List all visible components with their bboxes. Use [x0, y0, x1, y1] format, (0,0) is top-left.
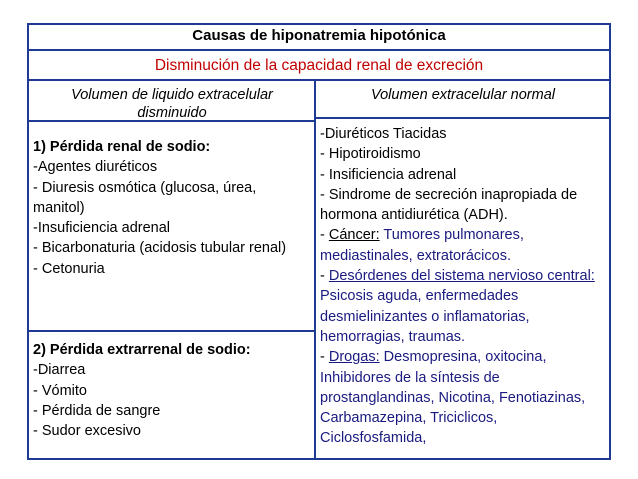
- renal-loss-section: [33, 137, 309, 279]
- list-item: - Sindrome de secreción inapropiada de hormona antidiurética (ADH).: [320, 186, 578, 224]
- cancer-text: Tumores pulmonares, mediastinales, extratorácicos.: [320, 227, 524, 264]
- table-subtitle: Disminución de la capacidad renal de excreción: [154, 57, 484, 74]
- list-item: - Insificiencia adrenal: [320, 166, 457, 183]
- drogas-label: Drogas:: [328, 349, 380, 366]
- normal-volume-section: [320, 124, 606, 449]
- list-item: - Cetonuria: [33, 260, 105, 277]
- drogas-text: Desmopresina, oxitocina, Inhibidores de la síntesis de prostanglandinas, Nicotina, Fenotiazinas, Carbamazepina, Triciclicos, Ciclosfosfamida,: [320, 349, 586, 447]
- list-item: - Vómito: [33, 382, 87, 399]
- snc-text: Psicosis aguda, enfermedades desmielinizantes o inflamatorias, hemorragias, traumas.: [320, 288, 530, 345]
- extrarenal-loss-heading: 2) Pérdida extrarrenal de sodio:: [33, 342, 251, 358]
- list-item: -Agentes diuréticos: [33, 159, 158, 176]
- extrarenal-loss-section: [33, 340, 309, 441]
- list-item: - Hipotiroidismo: [320, 146, 421, 163]
- list-item-cancer: - Cáncer: Tumores pulmonares, mediastinales, extratorácicos.: [320, 227, 524, 264]
- list-item: -Insuficiencia adrenal: [33, 220, 171, 237]
- list-item: - Bicarbonaturia (acidosis tubular renal): [33, 240, 287, 257]
- renal-loss-heading: 1) Pérdida renal de sodio:: [33, 139, 211, 155]
- col-right-header: Volumen extracelular normal: [370, 87, 556, 103]
- list-item: - Pérdida de sangre: [33, 402, 161, 419]
- list-item: -Diuréticos Tiacidas: [320, 126, 447, 142]
- list-item: - Diuresis osmótica (glucosa, úrea, manitol): [33, 179, 257, 216]
- cancer-label: Cáncer:: [328, 227, 380, 244]
- list-item: -Diarrea: [33, 362, 86, 379]
- table-title: Causas de hiponatremia hipotónica: [192, 27, 446, 44]
- list-item-snc: - Desórdenes del sistema nervioso central: Psicosis aguda, enfermedades desmielinizantes o inflamatorias, hemorragias, traumas.: [320, 268, 595, 345]
- list-item-drogas: - Drogas: Desmopresina, oxitocina, Inhibidores de la síntesis de prostanglandinas, Nicotina, Fenotiazinas, Carbamazepina, Triciclicos, Ciclosfosfamida,: [320, 349, 586, 447]
- list-item: - Sudor excesivo: [33, 423, 141, 440]
- col-left-header: Volumen de liquido extracelular disminuido: [71, 87, 273, 121]
- snc-label: Desórdenes del sistema nervioso central:: [328, 268, 595, 285]
